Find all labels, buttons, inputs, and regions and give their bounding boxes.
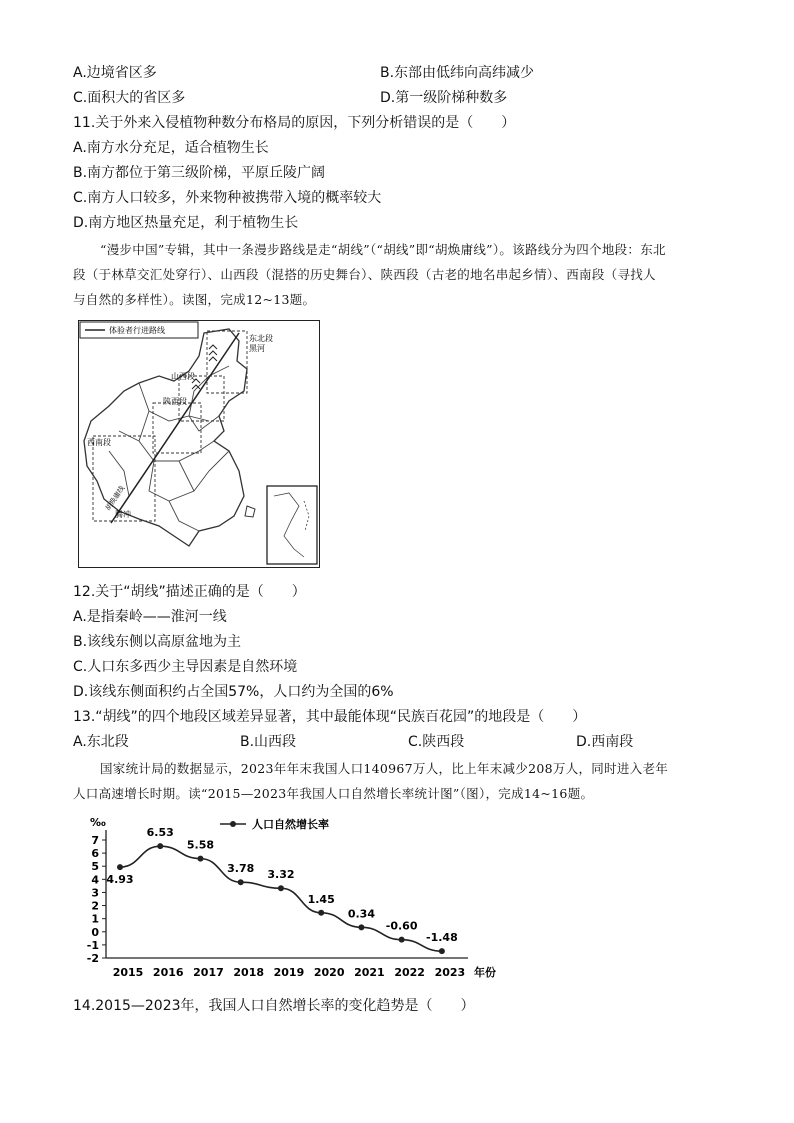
q13-option-a: A.东北段 bbox=[73, 734, 129, 750]
southwest-segment-box bbox=[93, 436, 155, 521]
data-label: 0.34 bbox=[347, 907, 375, 921]
label-northeast: 东北段 bbox=[249, 334, 273, 343]
y-tick-label: -2 bbox=[86, 952, 99, 965]
label-southwest: 西南段 bbox=[87, 438, 111, 447]
q11-option-a: A.南方水分充足，适合植物生长 bbox=[73, 140, 269, 156]
data-label: 1.45 bbox=[307, 892, 335, 906]
map-legend-label: 体验者行进路线 bbox=[109, 326, 165, 335]
q12-stem: 12.关于“胡线”描述正确的是（ ） bbox=[73, 584, 306, 600]
x-axis-title: 年份 bbox=[474, 966, 496, 979]
data-point bbox=[157, 843, 163, 849]
chart-svg bbox=[70, 810, 510, 985]
hu-line-map bbox=[78, 320, 320, 568]
passage-12-13-line1: “漫步中国”专辑，其中一条漫步路线是走“胡线”（“胡线”即“胡焕庸线”）。该路线分为四个地段：东北 bbox=[100, 242, 666, 257]
passage-14-16-line2: 人口高速增长时期。读“2015—2023年我国人口自然增长率统计图”（图），完成14~16题。 bbox=[73, 786, 594, 801]
label-shaanxi: 陕西段 bbox=[163, 397, 187, 406]
q10-option-c: C.面积大的省区多 bbox=[73, 90, 186, 106]
legend-marker bbox=[230, 821, 236, 827]
data-point bbox=[439, 948, 445, 954]
data-label: -0.60 bbox=[385, 919, 418, 933]
population-growth-chart bbox=[70, 810, 510, 985]
data-label: 5.58 bbox=[186, 838, 215, 852]
x-tick-label: 2020 bbox=[313, 966, 345, 979]
q12-option-d: D.该线东侧面积约占全国57%，人口约为全国的6% bbox=[73, 684, 394, 700]
q13-option-c: C.陕西段 bbox=[408, 734, 465, 750]
q10-option-a: A.边境省区多 bbox=[73, 65, 157, 81]
data-point bbox=[117, 864, 123, 870]
label-hu-line: 胡焕庸线 bbox=[104, 484, 127, 513]
y-tick-label: 1 bbox=[91, 912, 99, 926]
y-tick-label: 7 bbox=[91, 834, 99, 847]
south-china-sea-inset bbox=[267, 486, 317, 564]
data-label: 6.53 bbox=[146, 826, 174, 840]
data-label: -1.48 bbox=[426, 931, 458, 945]
q12-option-a: A.是指秦岭——淮河一线 bbox=[73, 609, 227, 625]
y-tick-label: 2 bbox=[91, 899, 99, 913]
passage-12-13-line3: 与自然的多样性）。读图，完成12~13题。 bbox=[73, 292, 316, 307]
data-label: 4.93 bbox=[106, 873, 134, 887]
label-tengchong: 腾冲 bbox=[115, 510, 131, 519]
q14-stem: 14.2015—2023年，我国人口自然增长率的变化趋势是（ ） bbox=[73, 998, 475, 1014]
x-tick-label: 2019 bbox=[273, 966, 305, 979]
q12-option-b: B.该线东侧以高原盆地为主 bbox=[73, 634, 242, 650]
passage-12-13-line2: 段（于林草交汇处穿行）、山西段（混搭的历史舞台）、陕西段（古老的地名串起乡情）、西南段（寻找人 bbox=[73, 267, 656, 282]
q11-option-c: C.南方人口较多，外来物种被携带入境的概率较大 bbox=[73, 190, 382, 206]
y-tick-label: 6 bbox=[91, 847, 99, 861]
q10-option-d: D.第一级阶梯种数多 bbox=[380, 90, 508, 106]
y-tick-label: 5 bbox=[91, 860, 99, 874]
q13-stem: 13.“胡线”的四个地段区域差异显著，其中最能体现“民族百花园”的地段是（ ） bbox=[73, 709, 587, 725]
y-axis-unit: ‰ bbox=[90, 816, 106, 829]
y-tick-label: 3 bbox=[91, 886, 99, 900]
y-tick-label: 4 bbox=[91, 873, 99, 887]
shaanxi-segment-box bbox=[153, 403, 201, 453]
q10-option-b: B.东部由低纬向高纬减少 bbox=[380, 65, 535, 81]
label-heihe: 黑河 bbox=[249, 344, 265, 353]
data-point bbox=[197, 856, 203, 862]
data-point bbox=[399, 937, 405, 943]
x-tick-label: 2015 bbox=[112, 966, 144, 979]
x-tick-label: 2023 bbox=[434, 966, 466, 979]
y-tick-label: -1 bbox=[86, 938, 99, 952]
q11-option-d: D.南方地区热量充足，利于植物生长 bbox=[73, 215, 299, 231]
data-point bbox=[358, 924, 364, 930]
passage-14-16-line1: 国家统计局的数据显示，2023年年末我国人口140967万人，比上年末减少208万人，同时进入老年 bbox=[100, 761, 669, 776]
x-tick-label: 2017 bbox=[193, 966, 224, 979]
data-label: 3.32 bbox=[267, 868, 295, 882]
q11-option-b: B.南方都位于第三级阶梯，平原丘陵广阔 bbox=[73, 165, 326, 181]
q11-stem: 11.关于外来入侵植物种数分布格局的原因，下列分析错误的是（ ） bbox=[73, 115, 516, 131]
legend-label: 人口自然增长率 bbox=[252, 818, 329, 831]
series-line bbox=[120, 846, 442, 951]
q13-option-d: D.西南段 bbox=[576, 734, 634, 750]
x-tick-label: 2016 bbox=[152, 966, 184, 979]
x-tick-label: 2018 bbox=[233, 966, 265, 979]
data-point bbox=[278, 885, 284, 891]
x-tick-label: 2021 bbox=[354, 966, 385, 979]
data-point bbox=[238, 879, 244, 885]
data-label: 3.78 bbox=[227, 862, 255, 876]
northeast-segment-box bbox=[207, 331, 247, 393]
data-point bbox=[318, 910, 324, 916]
hu-line bbox=[111, 333, 239, 523]
label-shanxi: 山西段 bbox=[171, 372, 195, 381]
q13-option-b: B.山西段 bbox=[240, 734, 297, 750]
x-tick-label: 2022 bbox=[394, 966, 425, 979]
q12-option-c: C.人口东多西少主导因素是自然环境 bbox=[73, 659, 298, 675]
route-arrows-north bbox=[209, 345, 217, 361]
y-tick-label: 0 bbox=[91, 925, 99, 939]
china-map-sketch bbox=[79, 321, 318, 566]
